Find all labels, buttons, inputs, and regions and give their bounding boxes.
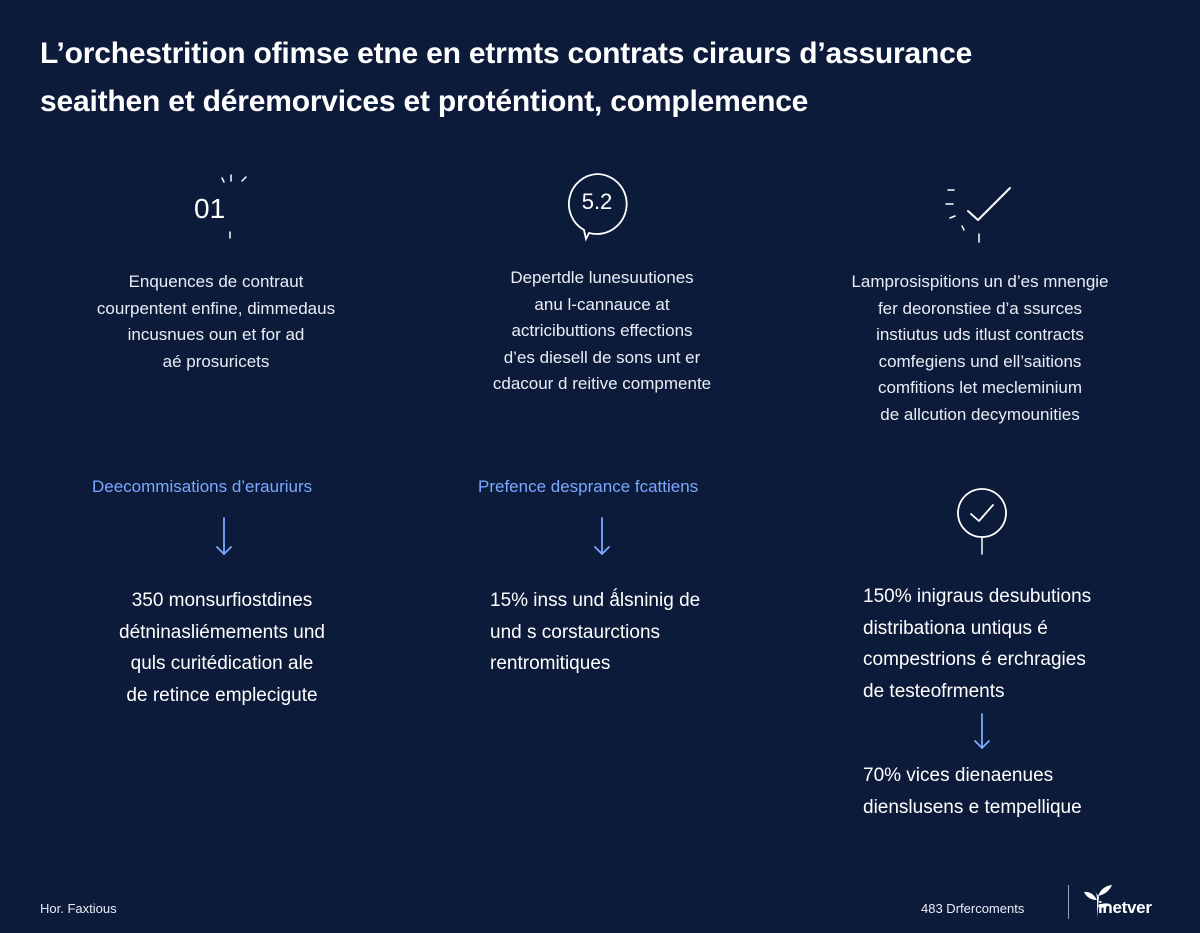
stat-line: 150% inigraus desubutions: [863, 586, 1092, 607]
description-line: cdacour d reitive compmente: [492, 374, 712, 393]
title-line-2: seaithen et déremorvices et proténtiont, complemence: [40, 85, 809, 118]
column-3-stats: [863, 581, 1091, 707]
footer-divider: [1068, 885, 1069, 919]
description-line: comfegiens und ell’saitions: [878, 351, 1082, 371]
column-3-description: [820, 269, 1140, 428]
column-2-description: [412, 265, 792, 398]
speech-bubble-icon: [562, 170, 632, 242]
column-3-stats-secondary: [863, 760, 1082, 823]
stat-line: distribationa untiqus é: [863, 617, 1048, 639]
stat-line: und s corstaurctions: [490, 621, 661, 643]
stat-line: de retince emplecigute: [126, 684, 318, 706]
description-line: fer deoronstiee d’a ssurces: [877, 298, 1083, 318]
column-2-stats: [490, 585, 700, 680]
stat-line: 70% vices dienaenues: [863, 765, 1054, 786]
page-title: [40, 30, 1160, 126]
description-line: Depertdle lunesuutiones: [510, 268, 694, 287]
description-line: actricibuttions effections: [511, 321, 693, 340]
title-line-1: L’orchestrition ofimse etne en etrmts contrats ciraurs d’assurance: [40, 37, 973, 70]
description-line: anu l-cannauce at: [534, 294, 670, 314]
description-line: instiutus uds itlust contracts: [876, 325, 1084, 344]
stat-line: de testeofrments: [863, 680, 1005, 702]
down-arrow-icon: [592, 516, 612, 558]
footer-source: Hor. Faxtious: [40, 901, 117, 916]
column-2-subheading: Prefence desprance fcattiens: [478, 477, 699, 496]
stat-line: dienslusens e tempellique: [863, 796, 1082, 818]
description-line: Lamprosispitions un d’es mnengie: [851, 272, 1109, 291]
column-1-stats: [92, 585, 352, 711]
footer-count: 483 Drfercoments: [921, 901, 1025, 916]
sparkle-number-icon: [186, 172, 256, 242]
description-line: aé prosuricets: [162, 351, 270, 371]
description-line: comfitions let mecleminium: [877, 378, 1083, 397]
check-circle-icon: [954, 486, 1010, 558]
stat-line: quls curitédication ale: [130, 653, 314, 674]
icon-number-text: 01: [194, 193, 226, 224]
column-1-description: [36, 269, 396, 375]
description-line: Enquences de contraut: [128, 272, 304, 291]
description-line: d’es diesell de sons unt er: [503, 347, 701, 367]
description-line: courpentent enfine, dimmedaus: [96, 298, 336, 318]
down-arrow-icon: [214, 516, 234, 558]
stat-line: 350 monsurfiostdines: [131, 590, 313, 611]
stat-line: rentromitiques: [490, 653, 611, 674]
brand-name: inetver: [1098, 898, 1152, 917]
column-1-subheading: Deecommisations d’erauriurs: [92, 477, 313, 496]
icon-number-text: 5.2: [581, 189, 613, 214]
description-line: incusnues oun et for ad: [127, 325, 305, 344]
stat-line: 15% inss und ǻlsninig de: [490, 590, 701, 611]
stat-line: détninasliémements und: [119, 621, 325, 643]
description-line: de allcution decymounities: [880, 404, 1080, 424]
stat-line: compestrions é erchragies: [863, 649, 1086, 670]
checkmark-sparkle-icon: [944, 180, 1020, 246]
down-arrow-icon: [972, 712, 992, 752]
